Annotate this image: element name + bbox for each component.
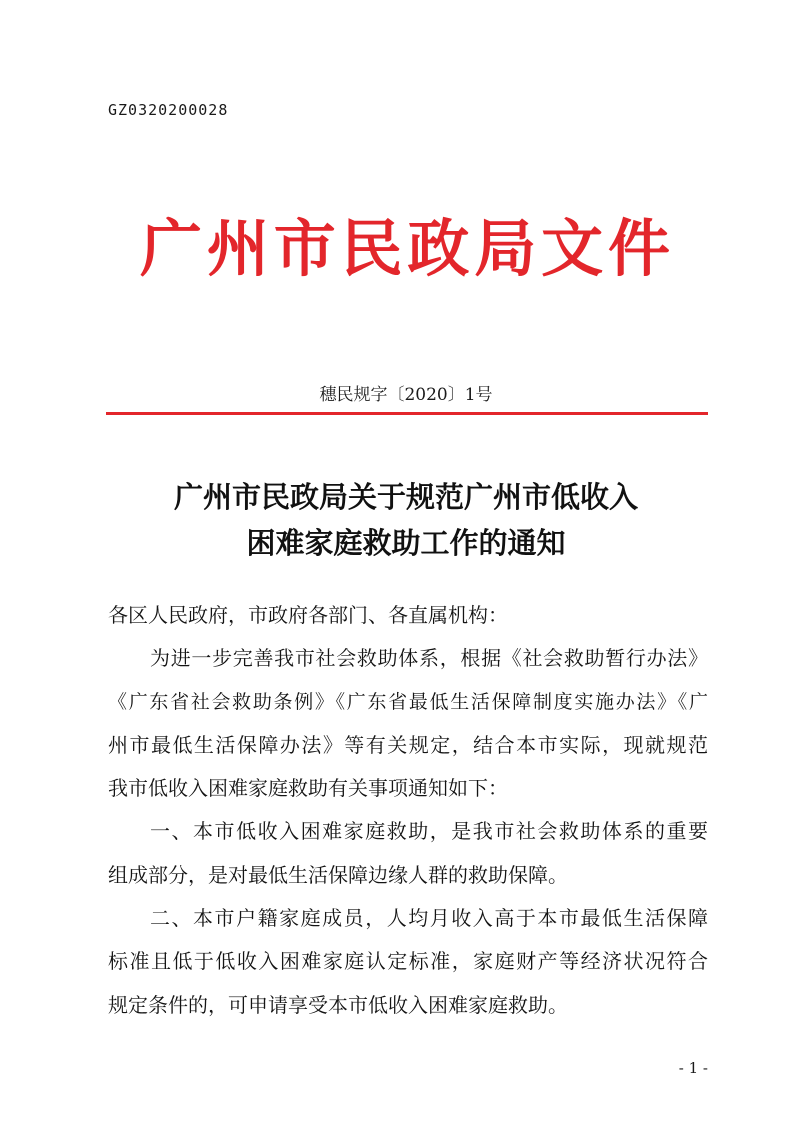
document-number: 穗民规字〔2020〕1号 <box>319 385 493 405</box>
body-line: 标准且低于低收入困难家庭认定标准，家庭财产等经济状况符合 <box>108 949 708 974</box>
title-line: 困难家庭救助工作的通知 <box>246 526 566 560</box>
document-code: GZ0320200028 <box>108 101 229 119</box>
salutation-line: 各区人民政府，市政府各部门、各直属机构： <box>108 603 508 627</box>
title-line: 广州市民政局关于规范广州市低收入 <box>173 480 638 514</box>
body-line: 一、本市低收入困难家庭救助，是我市社会救助体系的重要 <box>150 819 708 844</box>
body-line: 组成部分，是对最低生活保障边缘人群的救助保障。 <box>108 862 568 887</box>
issuing-authority-header: 广州市民政局文件 <box>140 212 670 285</box>
body-line: 《广东省社会救助条例》《广东省最低生活保障制度实施办法》《广 <box>108 690 708 713</box>
red-divider-line <box>106 412 708 415</box>
body-line: 我市低收入困难家庭救助有关事项通知如下： <box>108 776 508 801</box>
document-body <box>108 594 708 1027</box>
document-title <box>0 474 800 566</box>
page-number: - 1 - <box>678 1059 708 1077</box>
body-line: 二、本市户籍家庭成员，人均月收入高于本市最低生活保障 <box>150 906 708 931</box>
body-line: 规定条件的，可申请享受本市低收入困难家庭救助。 <box>108 992 568 1017</box>
body-line: 州市最低生活保障办法》等有关规定，结合本市实际，现就规范 <box>108 732 708 757</box>
body-line: 为进一步完善我市社会救助体系，根据《社会救助暂行办法》 <box>150 646 708 671</box>
